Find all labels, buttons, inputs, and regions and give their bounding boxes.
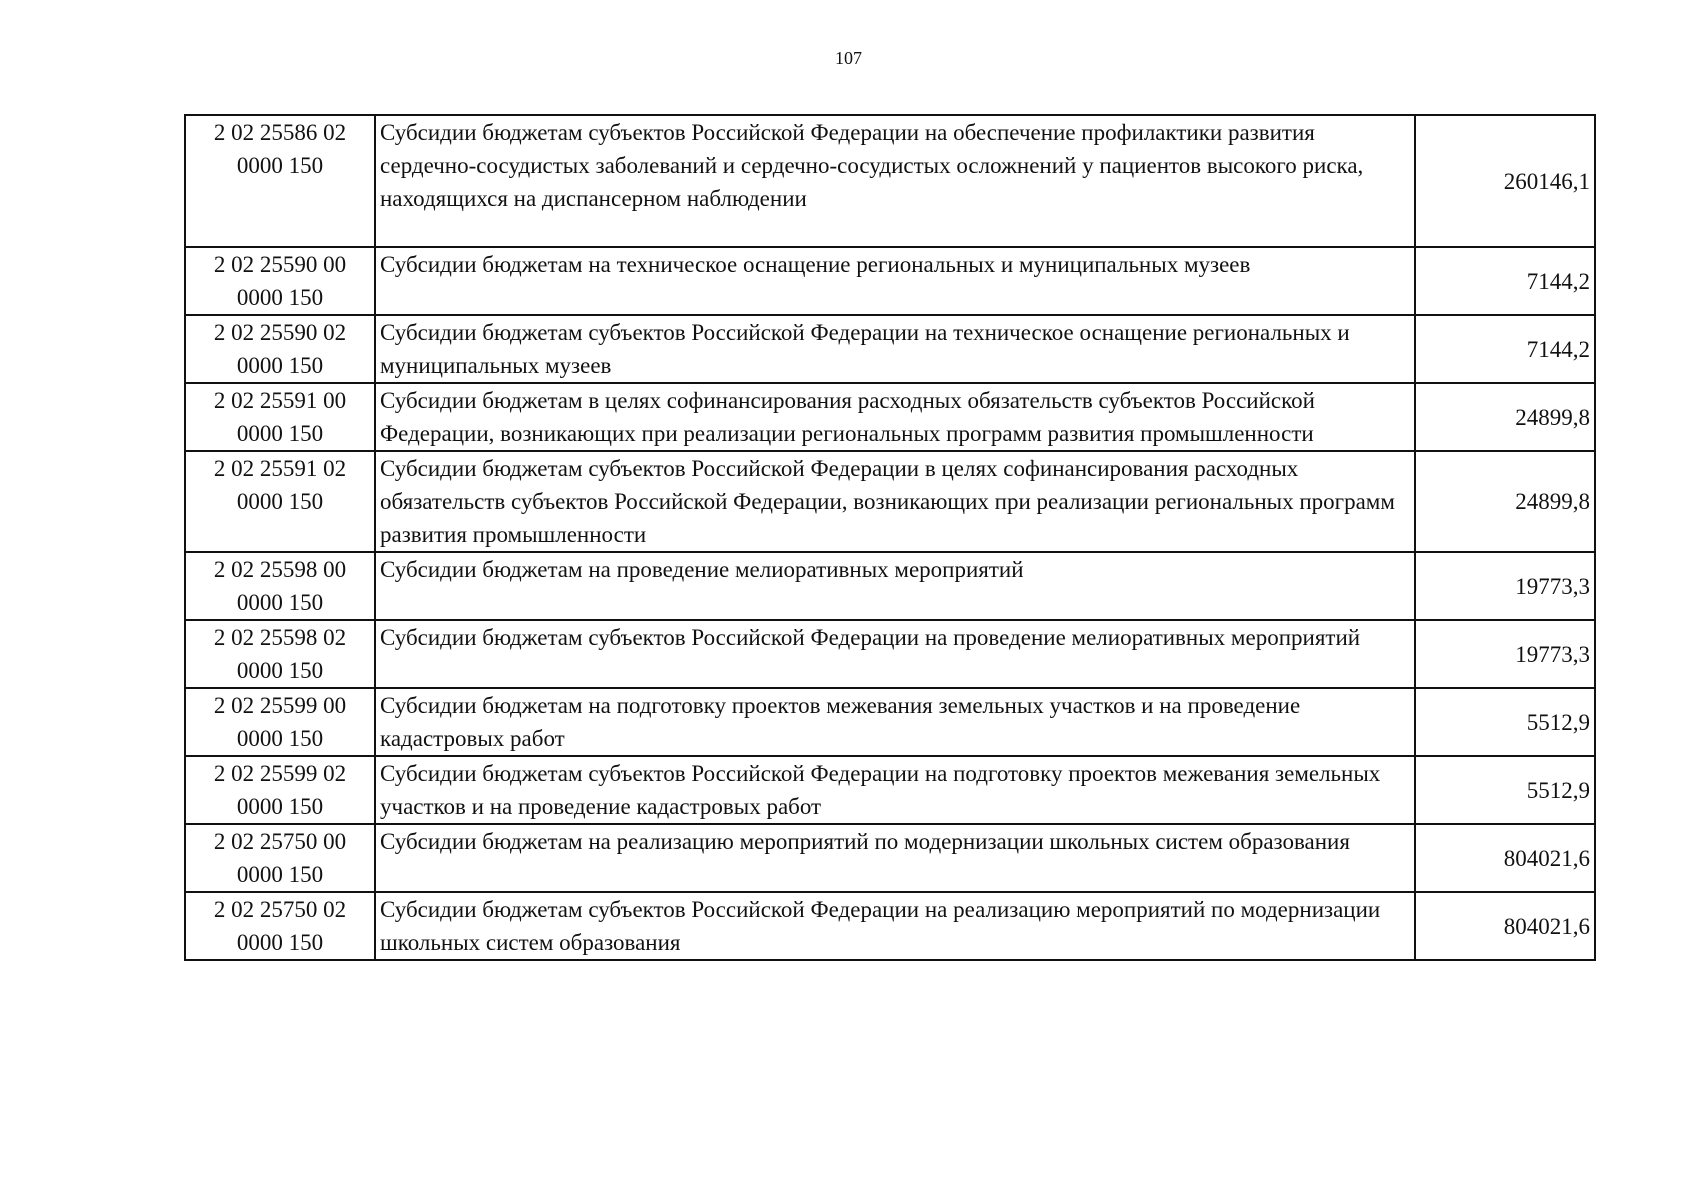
- code-cell: [185, 115, 375, 247]
- table-row: [185, 451, 1595, 552]
- code-line-2: 0000 150: [236, 153, 324, 178]
- code-line-1: 2 02 25586 02: [213, 120, 347, 145]
- table-row: [185, 247, 1595, 315]
- code-line-1: 2 02 25750 00: [213, 829, 347, 854]
- code-line-2: 0000 150: [236, 590, 324, 615]
- name-cell: Субсидии бюджетам субъектов Российской Федерации на реализацию мероприятий по модернизации школьных систем образования: [375, 892, 1415, 960]
- table-row: [185, 383, 1595, 451]
- code-cell: [185, 315, 375, 383]
- code-line-1: 2 02 25598 00: [213, 557, 347, 582]
- table-row: [185, 892, 1595, 960]
- code-cell: [185, 451, 375, 552]
- name-cell: Субсидии бюджетам субъектов Российской Федерации на проведение мелиоративных мероприятий: [375, 620, 1415, 688]
- table-body: [185, 115, 1595, 960]
- code-cell: [185, 688, 375, 756]
- table-row: [185, 756, 1595, 824]
- page-number: 107: [835, 48, 862, 68]
- amount-cell: 7144,2: [1415, 247, 1595, 315]
- code-cell: [185, 247, 375, 315]
- name-cell: Субсидии бюджетам субъектов Российской Федерации на подготовку проектов межевания земельных участков и на проведение кадастровых работ: [375, 756, 1415, 824]
- amount-cell: 19773,3: [1415, 620, 1595, 688]
- name-cell: Субсидии бюджетам на техническое оснащение региональных и муниципальных музеев: [375, 247, 1415, 315]
- code-line-2: 0000 150: [236, 489, 324, 514]
- table-row: [185, 115, 1595, 247]
- code-line-2: 0000 150: [236, 285, 324, 310]
- code-line-2: 0000 150: [236, 930, 324, 955]
- amount-cell: 19773,3: [1415, 552, 1595, 620]
- code-cell: [185, 756, 375, 824]
- table-row: [185, 552, 1595, 620]
- amount-cell: 5512,9: [1415, 688, 1595, 756]
- code-cell: [185, 892, 375, 960]
- amount-cell: 24899,8: [1415, 451, 1595, 552]
- code-line-1: 2 02 25590 00: [213, 252, 347, 277]
- name-cell: Субсидии бюджетам на реализацию мероприятий по модернизации школьных систем образования: [375, 824, 1415, 892]
- budget-table: [184, 114, 1596, 961]
- code-line-2: 0000 150: [236, 658, 324, 683]
- name-cell: Субсидии бюджетам субъектов Российской Федерации на техническое оснащение региональных и муниципальных музеев: [375, 315, 1415, 383]
- amount-cell: 7144,2: [1415, 315, 1595, 383]
- code-line-2: 0000 150: [236, 862, 324, 887]
- code-line-2: 0000 150: [236, 353, 324, 378]
- code-line-1: 2 02 25599 02: [213, 761, 347, 786]
- code-line-1: 2 02 25598 02: [213, 625, 347, 650]
- code-cell: [185, 824, 375, 892]
- amount-cell: 5512,9: [1415, 756, 1595, 824]
- code-line-2: 0000 150: [236, 794, 324, 819]
- code-line-1: 2 02 25599 00: [213, 693, 347, 718]
- amount-cell: 24899,8: [1415, 383, 1595, 451]
- code-line-1: 2 02 25590 02: [213, 320, 347, 345]
- code-cell: [185, 552, 375, 620]
- code-cell: [185, 383, 375, 451]
- amount-cell: 804021,6: [1415, 892, 1595, 960]
- table-row: [185, 620, 1595, 688]
- name-cell: Субсидии бюджетам субъектов Российской Федерации в целях софинансирования расходных обязательств субъектов Российской Федерации, возникающих при реализации региональных программ развития промышленности: [375, 451, 1415, 552]
- table-row: [185, 315, 1595, 383]
- code-line-2: 0000 150: [236, 421, 324, 446]
- name-cell: Субсидии бюджетам на подготовку проектов межевания земельных участков и на проведение кадастровых работ: [375, 688, 1415, 756]
- code-line-1: 2 02 25591 00: [213, 388, 347, 413]
- table-row: [185, 688, 1595, 756]
- code-line-1: 2 02 25750 02: [213, 897, 347, 922]
- amount-cell: 804021,6: [1415, 824, 1595, 892]
- name-cell: Субсидии бюджетам на проведение мелиоративных мероприятий: [375, 552, 1415, 620]
- name-cell: Субсидии бюджетам субъектов Российской Федерации на обеспечение профилактики развития сердечно-сосудистых заболеваний и сердечно-сосудистых осложнений у пациентов высокого риска, находящихся на диспансерном наблюдении: [375, 115, 1415, 247]
- code-line-2: 0000 150: [236, 726, 324, 751]
- code-cell: [185, 620, 375, 688]
- name-cell: Субсидии бюджетам в целях софинансирования расходных обязательств субъектов Российской Федерации, возникающих при реализации региональных программ развития промышленности: [375, 383, 1415, 451]
- code-line-1: 2 02 25591 02: [213, 456, 347, 481]
- table-row: [185, 824, 1595, 892]
- amount-cell: 260146,1: [1415, 115, 1595, 247]
